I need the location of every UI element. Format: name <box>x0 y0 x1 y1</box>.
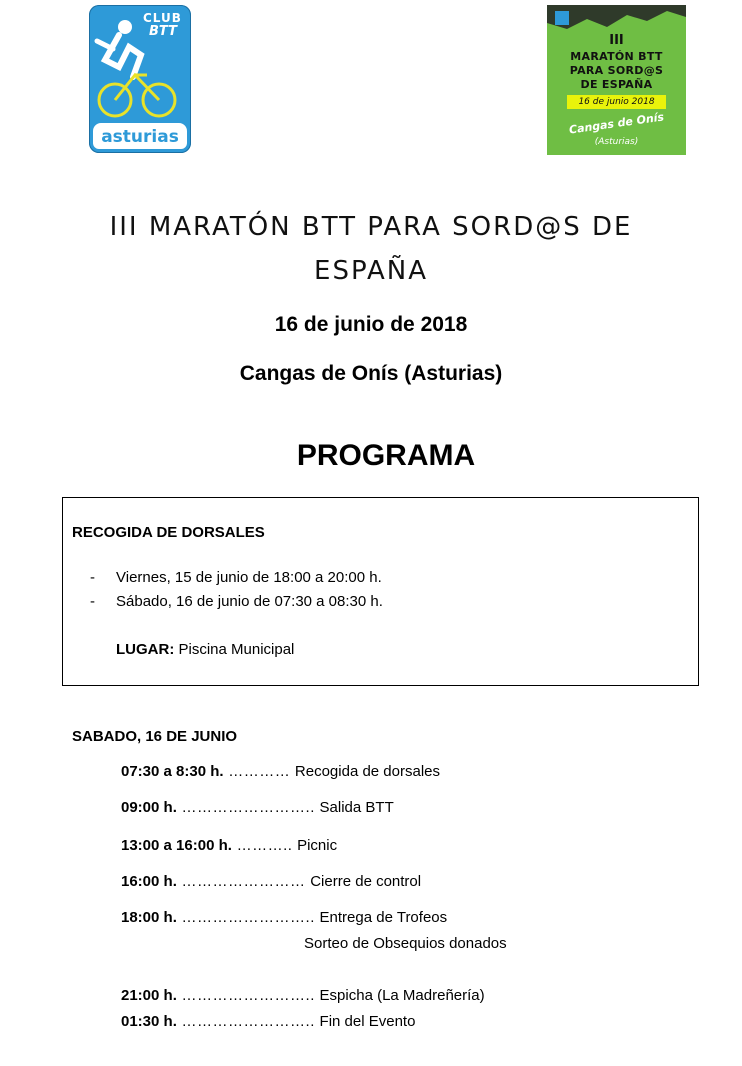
event-logo-town: Cangas de Onís <box>568 110 665 137</box>
event-logo <box>547 5 686 155</box>
schedule-time: 01:30 h. <box>121 1013 177 1030</box>
schedule-time: 07:30 a 8:30 h. <box>121 763 224 780</box>
event-logo-line4: DE ESPAÑA <box>580 78 653 91</box>
dorsales-item-text: Viernes, 15 de junio de 18:00 a 20:00 h. <box>116 569 382 586</box>
schedule-row <box>121 763 440 780</box>
schedule-dots: …………………….. <box>176 909 320 926</box>
club-btt-asturias-logo <box>89 5 191 153</box>
schedule-time: 21:00 h. <box>121 987 177 1004</box>
schedule-dots: …………………….. <box>176 1013 320 1030</box>
schedule-time: 13:00 a 16:00 h. <box>121 837 232 854</box>
place-label: LUGAR: <box>116 641 175 658</box>
schedule-row <box>121 837 337 854</box>
schedule-time: 18:00 h. <box>121 909 177 926</box>
schedule-activity: Fin del Evento <box>319 1013 416 1030</box>
event-logo-region: (Asturias) <box>594 137 639 147</box>
schedule-dots: …………………….. <box>176 987 320 1004</box>
schedule-activity: Cierre de control <box>310 873 422 890</box>
dorsales-place <box>116 641 294 658</box>
event-place: Cangas de Onís (Asturias) <box>239 362 503 385</box>
event-date: 16 de junio de 2018 <box>274 313 468 336</box>
event-logo-line3: PARA SORD@S <box>569 64 664 77</box>
schedule-row <box>121 873 421 890</box>
dorsales-item <box>90 569 382 586</box>
list-dash: - <box>90 569 95 586</box>
schedule-activity: Espicha (La Madreñería) <box>319 987 485 1004</box>
btt-label: BTT <box>149 24 177 39</box>
schedule-time: 16:00 h. <box>121 873 177 890</box>
event-logo-date: 16 de junio 2018 <box>567 95 666 109</box>
schedule-dots: ………… <box>223 763 295 780</box>
schedule-activity: Picnic <box>297 837 338 854</box>
dorsales-item <box>90 593 383 610</box>
schedule-extra: Sorteo de Obsequios donados <box>304 935 507 952</box>
place-value: Piscina Municipal <box>178 641 295 658</box>
schedule-time: 09:00 h. <box>121 799 177 816</box>
dorsales-title: RECOGIDA DE DORSALES <box>72 524 265 541</box>
schedule-dots: …………………….. <box>176 799 320 816</box>
asturias-label: asturias <box>101 127 179 147</box>
schedule-dots: …………………… <box>176 873 311 890</box>
club-mini-icon <box>555 11 569 25</box>
schedule-dots: ……….. <box>231 837 298 854</box>
schedule-activity: Salida BTT <box>319 799 394 816</box>
event-title: III MARATÓN BTT PARA SORD@S DE ESPAÑA <box>109 212 633 286</box>
schedule-activity: Recogida de dorsales <box>294 763 440 780</box>
schedule-activity: Entrega de Trofeos <box>319 909 448 926</box>
schedule-row <box>121 909 447 926</box>
list-dash: - <box>90 593 95 610</box>
schedule-day-title: SABADO, 16 DE JUNIO <box>72 728 238 745</box>
event-logo-numeral: III <box>609 33 624 48</box>
program-heading: PROGRAMA <box>296 439 476 472</box>
schedule-row <box>121 799 394 816</box>
event-logo-line2: MARATÓN BTT <box>570 50 663 63</box>
dorsales-item-text: Sábado, 16 de junio de 07:30 a 08:30 h. <box>116 593 383 610</box>
schedule-row <box>121 987 485 1004</box>
club-label: CLUB <box>143 11 182 25</box>
schedule-row <box>121 1013 415 1030</box>
